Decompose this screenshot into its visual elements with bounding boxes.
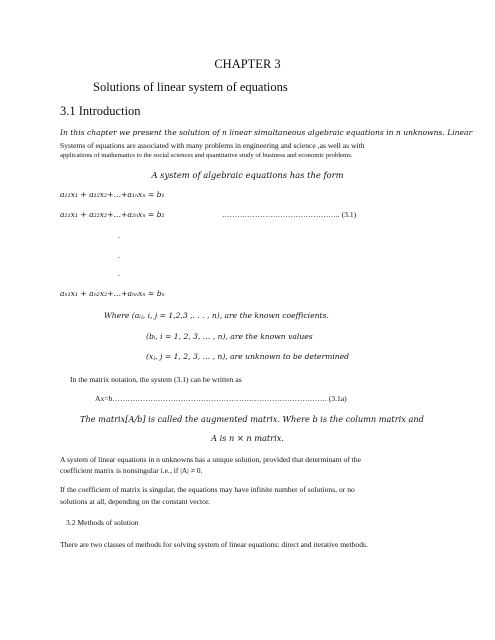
augmented-matrix-text: The matrix[A/b] is called the augmented matrix. Where b is the column matrix and [80,414,424,424]
equation-row-n: aₙ₁x₁ + aₙ₂x₂+…+aₙₙxₙ = bₙ [60,289,165,298]
unique-solution-line-1: A system of linear equations in n unknowns has a unique solution, provided that determinant of the [60,455,361,464]
square-matrix-text: A is n × n matrix. [211,433,284,443]
intro-paragraph-line-1: In this chapter we present the solution of n linear simultaneous algebraic equations in n unknowns. Linear [60,128,473,137]
chapter-title: Solutions of linear system of equations [93,80,288,94]
equation-row-2: a₂₁x₁ + a₂₂x₂+…+a₂ₙxₙ = b₂ [60,210,165,219]
coefficients-definition: Where (aᵢⱼ, i, j = 1,2,3 ,. . . , n), are the known coefficients. [104,311,329,320]
singular-case-line-2: solutions at all, depending on the constant vector. [60,497,210,506]
matrix-equation-3-1a: Ax=b…………………………………………………………………………. (3.1a) [95,394,347,403]
equation-number-3-1: ……………………………………….. (3.1) [222,210,357,219]
chapter-heading: CHAPTER 3 [214,57,281,71]
section-heading-methods: 3.2 Methods of solution [66,518,139,527]
known-values-definition: (bᵢ, i = 1, 2, 3, … , n), are the known values [146,332,313,341]
unique-solution-line-2: coefficient matrix is nonsingular i.e., if |A| ≠ 0. [60,466,203,475]
section-heading-introduction: 3.1 Introduction [60,104,141,118]
methods-paragraph: There are two classes of methods for solving system of linear equations: direct and iterative methods. [60,540,368,549]
ellipsis-dot: . [118,231,120,240]
unknowns-definition: (xⱼ, j = 1, 2, 3, … , n), are unknown to be determined [146,352,350,361]
ellipsis-dot: . [118,251,120,260]
system-heading: A system of algebraic equations has the form [151,170,344,180]
ellipsis-dot: . [118,269,120,278]
intro-paragraph-line-3: applications of mathematics to the social sciences and quantitative study of business and economic problems. [60,152,353,159]
equation-row-1: a₁₁x₁ + a₁₂x₂+…+a₁ₙxₙ = b₁ [60,190,165,199]
intro-paragraph-line-2: Systems of equations are associated with many problems in engineering and science ,as well as with [60,141,365,150]
matrix-notation-text: In the matrix notation, the system (3.1) can be written as [70,375,242,384]
singular-case-line-1: If the coefficient of matrix is singular, the equations may have infinite number of solutions, or no [60,485,355,494]
